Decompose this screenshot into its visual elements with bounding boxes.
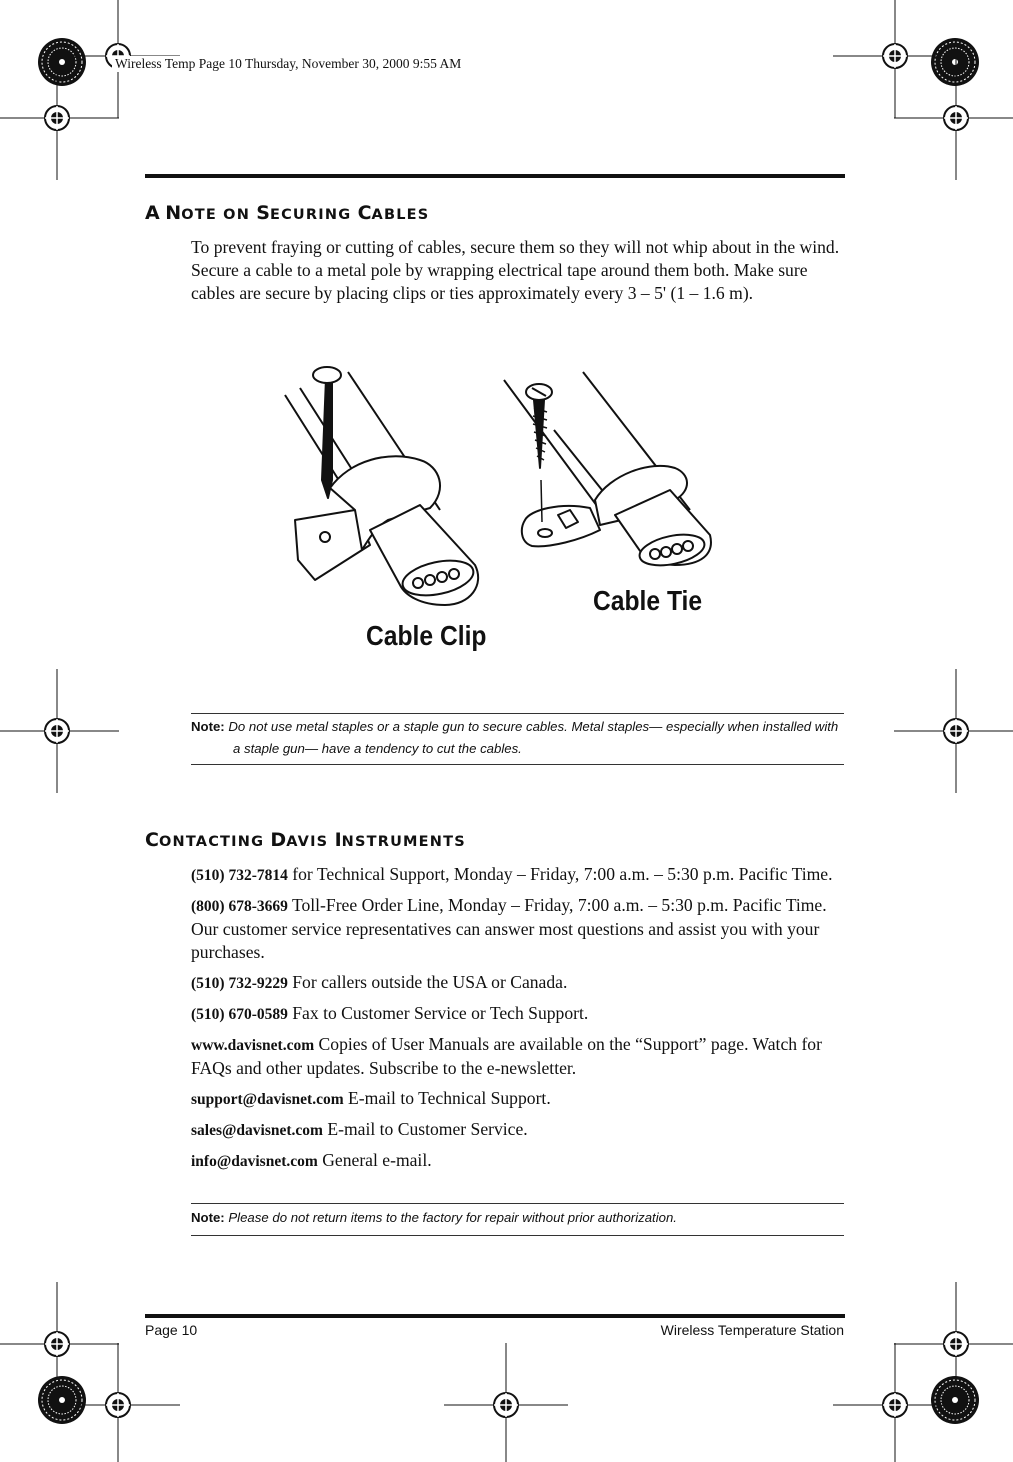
contact-item: sales@davisnet.com E-mail to Customer Service.: [191, 1119, 528, 1139]
contact-item: (510) 732-7814 for Technical Support, Monday – Friday, 7:00 a.m. – 5:30 p.m. Pacific Time.: [191, 864, 833, 884]
document-title: Wireless Temperature Station: [660, 1322, 844, 1338]
contact-item: (510) 670-0589 Fax to Customer Service or Tech Support.: [191, 1003, 589, 1023]
header-rule: [145, 174, 845, 178]
contact-list: [191, 863, 846, 1180]
contact-item: info@davisnet.com General e-mail.: [191, 1150, 432, 1170]
contact-item: support@davisnet.com E-mail to Technical Support.: [191, 1088, 551, 1108]
cable-clip-tie-illustration: [270, 350, 730, 670]
note-staples: [191, 713, 844, 765]
note-text: Please do not return items to the factory for repair without prior authorization.: [228, 1210, 677, 1225]
crosshair-icon: [444, 1343, 568, 1462]
crosshair-icon: [894, 669, 1013, 793]
star-target-icon: [38, 38, 86, 86]
section-heading-securing-cables: A NOTE ON SECURING CABLES: [145, 202, 430, 224]
print-slug: Wireless Temp Page 10 Thursday, November 30, 2000 9:55 AM: [112, 56, 464, 72]
star-target-icon: [931, 1376, 979, 1424]
note-returns: [191, 1203, 844, 1236]
star-target-icon: [38, 1376, 86, 1424]
securing-cables-paragraph: To prevent fraying or cutting of cables, secure them so they will not whip about in the wind. Secure a cable to a metal pole by wrapping electrical tape around them both. Make sure cables are secure by placing clips or ties approximately every 3 – 5' (1 – 1.6 m).: [191, 237, 840, 303]
page-number: Page 10: [145, 1322, 198, 1338]
crosshair-icon: [0, 669, 119, 793]
cable-tie-caption: Cable Tie: [593, 585, 703, 616]
note-label: Note:: [191, 1210, 225, 1225]
contact-item: www.davisnet.com Copies of User Manuals are available on the “Support” page. Watch for FAQs and other updates. Subscribe to the e-newsletter.: [191, 1034, 822, 1078]
cable-clip-caption: Cable Clip: [366, 620, 487, 651]
note-text: Do not use metal staples or a staple gun to secure cables. Metal staples— especially when installed with a staple gun— have a tendency to cut the cables.: [228, 719, 839, 756]
section-heading-contacting-davis: CONTACTING DAVIS INSTRUMENTS: [145, 829, 466, 851]
footer-rule: [145, 1314, 845, 1318]
contact-item: (510) 732-9229 For callers outside the USA or Canada.: [191, 972, 568, 992]
contact-item: (800) 678-3669 Toll-Free Order Line, Monday – Friday, 7:00 a.m. – 5:30 p.m. Pacific Time. Our customer service representatives can answer most questions and assist you with your purchases.: [191, 895, 827, 962]
star-target-icon: [931, 38, 979, 86]
note-label: Note:: [191, 719, 225, 734]
